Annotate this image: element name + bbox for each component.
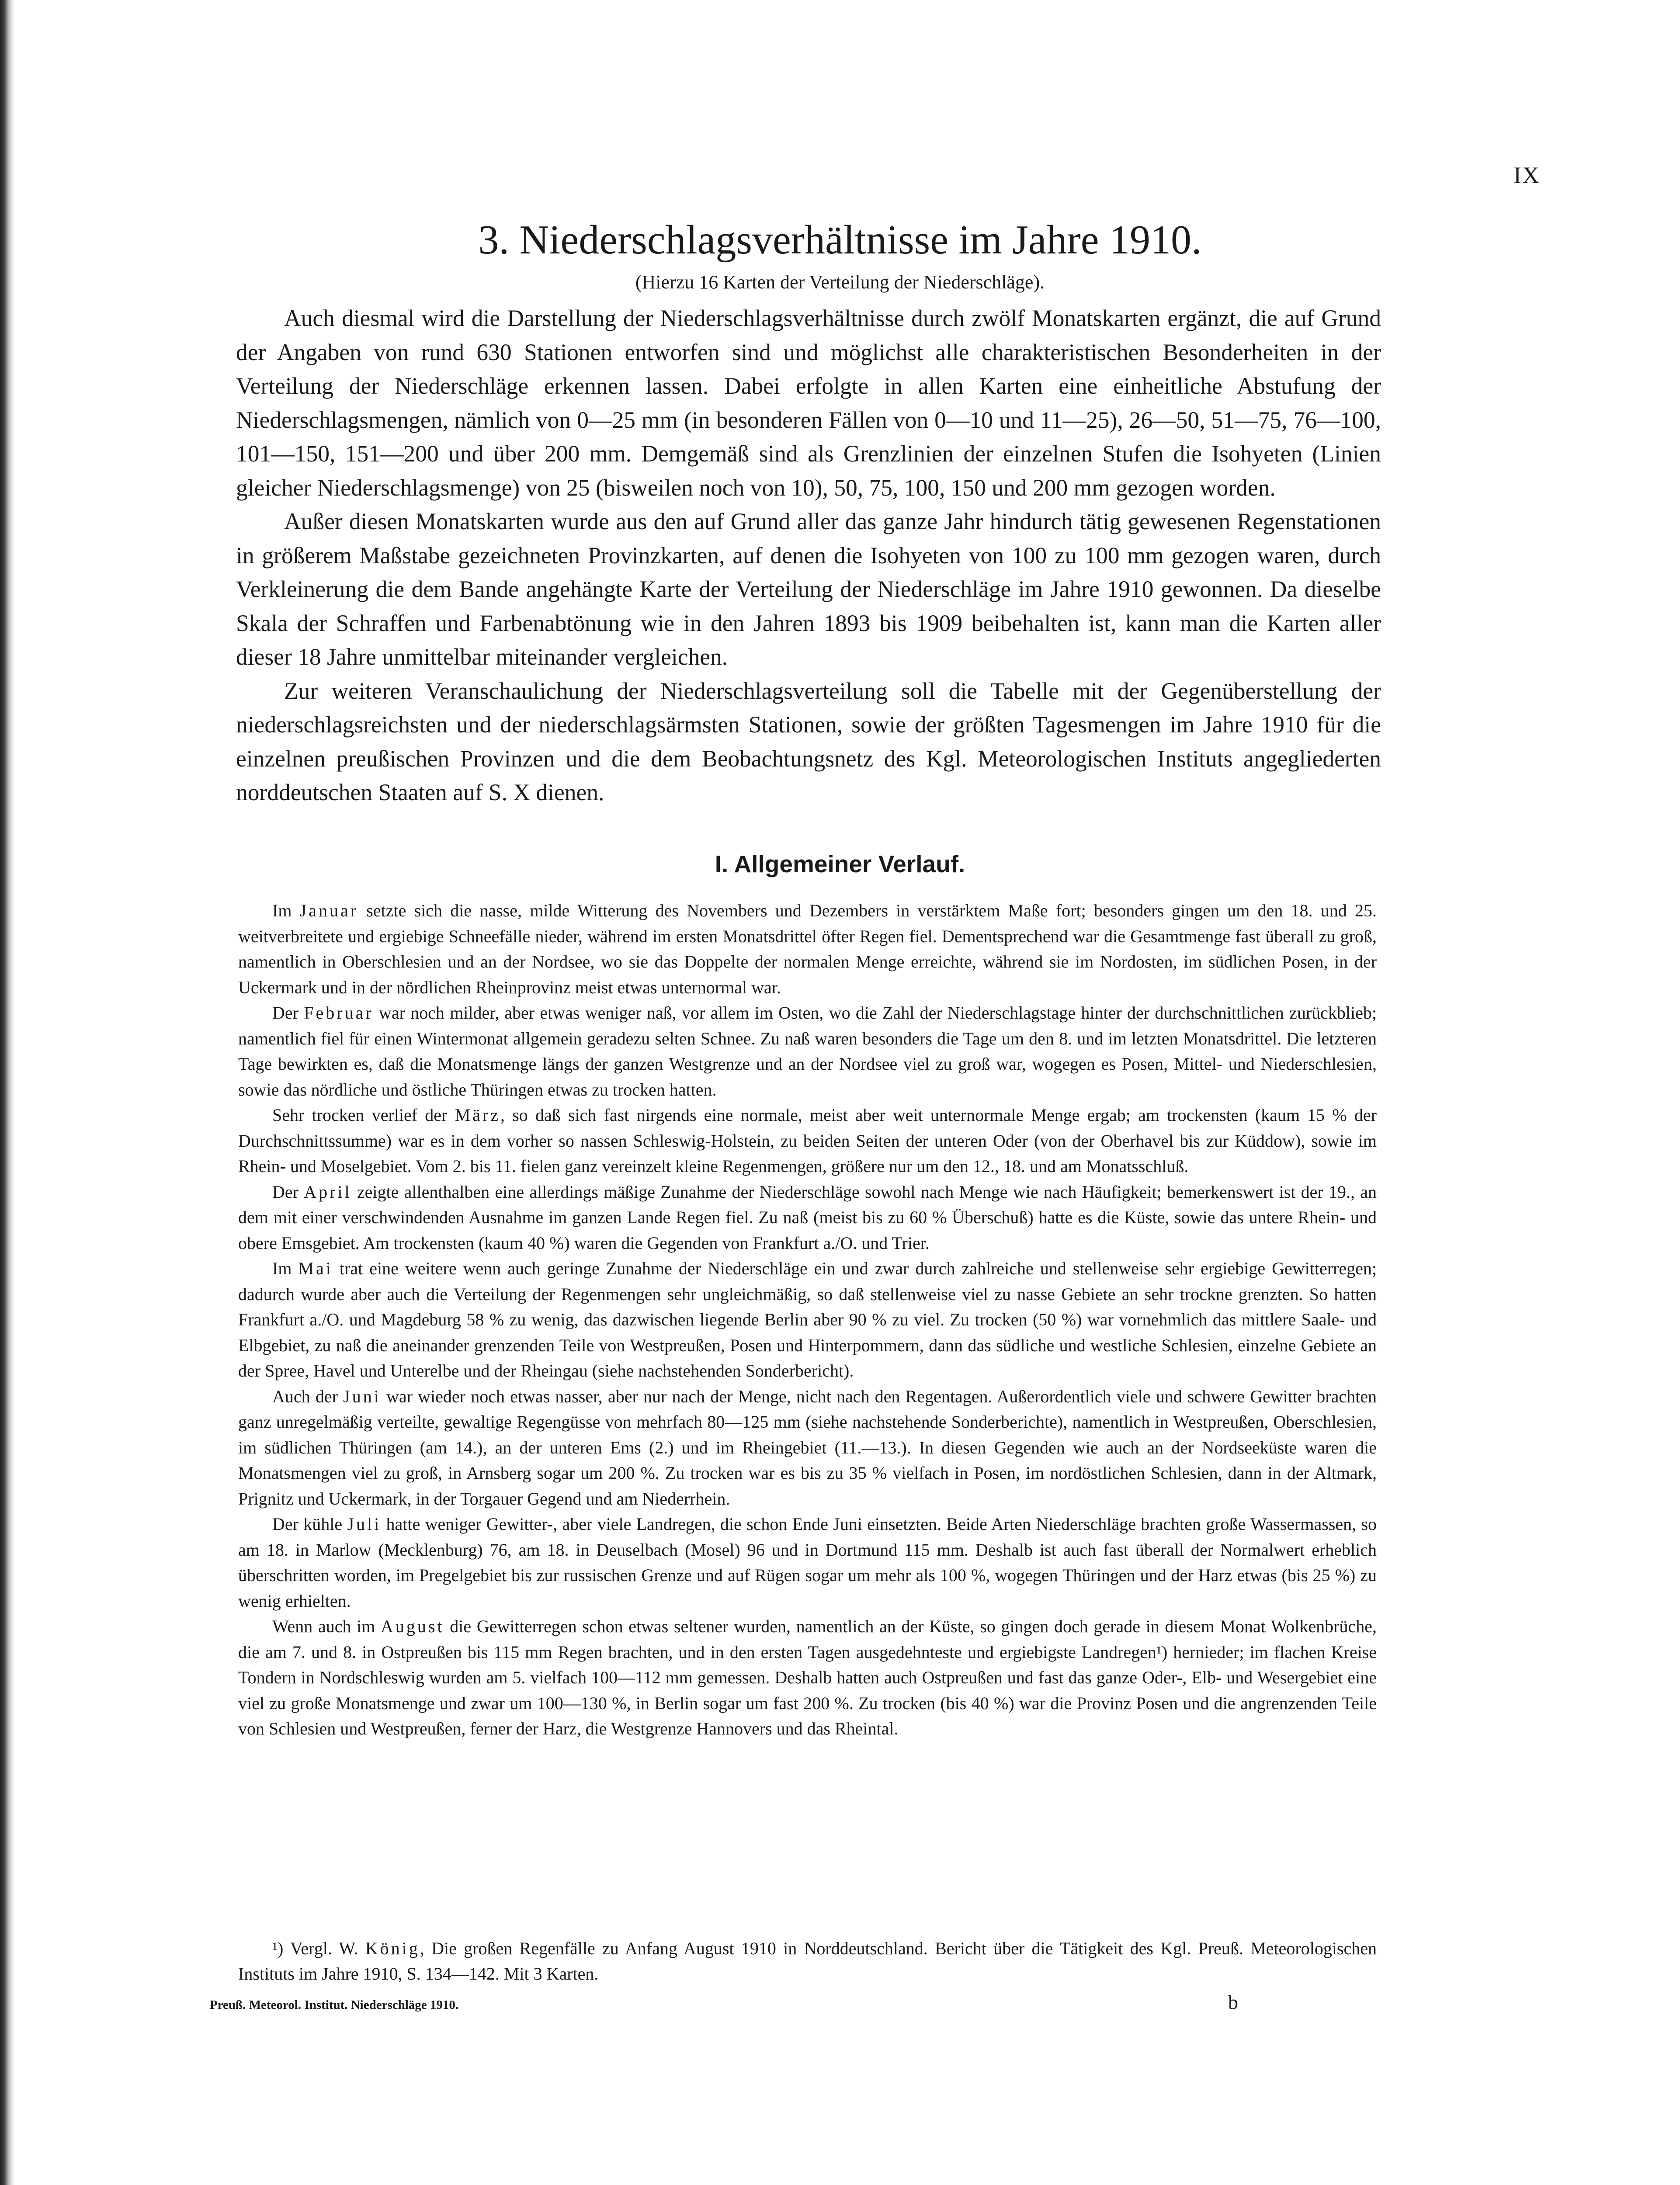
section-heading: I. Allgemeiner Verlauf.: [715, 850, 965, 877]
paragraph-text: setzte sich die nasse, milde Witterung des Novembers und Dezembers in verstärktem Maße fort; besonders gingen um den 18. und 25. weitverbreitete und ergiebige Schneefälle nieder, während im ersten Monatsdrittel öfter Regen fiel. Dementsprechend war die Gesamtmenge fast überall zu groß, namentlich in Oberschlesien und an der Nordsee, wo sie das Doppelte der normalen Menge erreichte, während sie im Nordosten, im südlichen Posen, in der Uckermark und in der nördlichen Rheinprovinz meist etwas unternormal war.: [238, 901, 1377, 997]
month-paragraph-august: [238, 1614, 1377, 1742]
paragraph-text: zeigte allenthalben eine allerdings mäßige Zunahme der Niederschläge sowohl nach Menge wie nach Häufigkeit; bemerkenswert ist der 19., an dem mit einer verschwindenden Ausnahme im ganzen Lande Regen fiel. Zu naß (meist bis zu 60 % Überschuß) hatte es die Küste, sowie das untere Rhein- und obere Emsgebiet. Am trockensten (kaum 40 %) waren die Gegenden von Frankfurt a./O. und Trier.: [238, 1182, 1377, 1253]
monthly-summary: [238, 898, 1377, 1742]
intro-paragraph: Auch diesmal wird die Darstellung der Niederschlagsverhältnisse durch zwölf Monatskarten ergänzt, die auf Grund der Angaben von rund 630 Stationen entworfen sind und möglichst alle charakteristischen Besonderheiten in der Verteilung der Niederschläge erkennen lassen. Dabei erfolgte in allen Karten eine einheitliche Abstufung der Niederschlagsmengen, nämlich von 0—25 mm (in besonderen Fällen von 0—10 und 11—25), 26—50, 51—75, 76—100, 101—150, 151—200 und über 200 mm. Demgemäß sind als Grenzlinien der einzelnen Stufen die Isohyeten (Linien gleicher Niederschlagsmenge) von 25 (bisweilen noch von 10), 50, 75, 100, 150 und 200 mm gezogen worden.: [236, 305, 1381, 501]
footnote-text: , Die großen Regenfälle zu Anfang August 1910 in Norddeutschland. Bericht über die Tätigkeit des Kgl. Preuß. Meteorologischen Instituts im Jahre 1910, S. 134—142. Mit 3 Karten.: [238, 1939, 1377, 1984]
paragraph-text: die Gewitterregen schon etwas seltener wurden, namentlich an der Küste, so gingen doch gerade in diesem Monat Wolkenbrüche, die am 7. und 8. in Ostpreußen bis 115 mm Regen brachten, und in den ersten Tagen ausgedehnteste und ergiebigste Landregen¹) hernieder; im flachen Kreise Tondern in Nordschleswig wurden am 5. vielfach 100—112 mm gemessen. Deshalb hatten auch Ostpreußen und fast das ganze Oder-, Elb- und Wesergebiet eine viel zu große Monatsmenge und zwar um 100—130 %, in Berlin sogar um fast 200 %. Zu trocken (bis 40 %) war die Provinz Posen und die angrenzenden Teile von Schlesien und Westpreußen, ferner der Harz, die Westgrenze Hannovers und das Rheintal.: [238, 1616, 1377, 1738]
signature-mark: b: [1228, 1991, 1238, 2013]
footnote-paragraph: [238, 1936, 1377, 1987]
month-name: April: [304, 1182, 352, 1202]
month-name: März: [455, 1105, 500, 1125]
month-name: Juni: [343, 1386, 381, 1406]
paragraph-prefix: Auch der: [272, 1386, 344, 1406]
paragraph-text: trat eine weitere wenn auch geringe Zunahme der Niederschläge ein und zwar durch zahlreiche und stellenweise sehr ergiebige Gewitterregen; dadurch wurde aber auch die Verteilung der Regenmengen sehr ungleichmäßig, so daß stellenweise viel zu nasse Gebiete an sehr trockne grenzten. So hatten Frankfurt a./O. und Magdeburg 58 % zu wenig, das dazwischen liegende Berlin aber 90 % zu viel. Zu trocken (50 %) war vornehmlich das mittlere Saale- und Elbgebiet, zu naß die aneinander grenzenden Teile von Westpreußen, Posen und Hinterpommern, dann das südliche und westliche Schlesien, einzelne Gebiete an der Spree, Havel und Unterelbe und der Rheingau (siehe nachstehenden Sonderbericht).: [238, 1259, 1377, 1380]
paragraph-prefix: Der kühle: [272, 1514, 347, 1534]
paragraph-text: war noch milder, aber etwas weniger naß, vor allem im Osten, wo die Zahl der Niederschlagstage hinter der durchschnittlichen zurückblieb; namentlich fiel für einen Wintermonat allgemein geradezu selten Schnee. Zu naß waren besonders die Tage um den 8. und im letzten Monatsdrittel. Die letzteren Tage bewirkten es, daß die Monatsmenge längs der ganzen Westgrenze und an der Nordsee viel zu groß war, wogegen es Posen, Mittel- und Niederschlesien, sowie das nördliche und östliche Thüringen etwas zu trocken hatten.: [238, 1003, 1377, 1099]
imprint-line: Preuß. Meteorol. Institut. Niederschläge 1910.: [210, 1998, 459, 2012]
month-paragraph-januar: [238, 898, 1377, 1000]
month-name: Mai: [298, 1259, 333, 1278]
footnote-author: König: [365, 1939, 420, 1958]
month-name: Februar: [304, 1003, 374, 1023]
intro-paragraph: Zur weiteren Veranschaulichung der Niederschlagsverteilung soll die Tabelle mit der Gegenüberstellung der niederschlagsreichsten und der niederschlagsärmsten Stationen, sowie der größten Tagesmengen im Jahre 1910 für die einzelnen preußischen Provinzen und die dem Beobachtungsnetz des Kgl. Meteorologischen Instituts angegliederten norddeutschen Staaten auf S. X dienen.: [236, 677, 1381, 805]
month-paragraph-maerz: [238, 1103, 1377, 1179]
month-name: Juli: [347, 1514, 382, 1534]
month-paragraph-juni: [238, 1384, 1377, 1512]
page-number: IX: [1513, 162, 1540, 188]
paragraph-prefix: Sehr trocken verlief der: [272, 1105, 455, 1125]
paragraph-prefix: Im: [272, 901, 300, 920]
paragraph-prefix: Im: [272, 1259, 299, 1278]
page-subtitle: (Hierzu 16 Karten der Verteilung der Niederschläge).: [635, 271, 1045, 293]
intro-paragraph: Außer diesen Monatskarten wurde aus den auf Grund aller das ganze Jahr hindurch tätig gewesenen Regenstationen in größerem Maßstabe gezeichneten Provinzkarten, auf denen die Isohyeten von 100 zu 100 mm gezogen waren, durch Verkleinerung die dem Bande angehängte Karte der Verteilung der Niederschläge im Jahre 1910 gewonnen. Da dieselbe Skala der Schraffen und Farbenabtönung wie in den Jahren 1893 bis 1909 beibehalten ist, kann man die Karten aller dieser 18 Jahre unmittelbar miteinander vergleichen.: [236, 508, 1381, 670]
paragraph-text: , so daß sich fast nirgends eine normale, meist aber weit unternormale Menge ergab; am trockensten (kaum 15 % der Durchschnittssumme) war es in dem vorher so nassen Schleswig-Holstein, zu beiden Seiten der unteren Oder (von der Oberhavel bis zur Küddow), sowie im Rhein- und Moselgebiet. Vom 2. bis 11. fielen ganz vereinzelt kleine Regenmengen, größere nur um den 12., 18. und am Monatsschluß.: [238, 1105, 1377, 1176]
month-name: Januar: [299, 901, 359, 920]
month-paragraph-april: [238, 1179, 1377, 1256]
footnote-prefix: ¹) Vergl. W.: [272, 1939, 365, 1958]
month-paragraph-juli: [238, 1512, 1377, 1614]
month-paragraph-februar: [238, 1000, 1377, 1103]
paragraph-text: hatte weniger Gewitter-, aber viele Landregen, die schon Ende Juni einsetzten. Beide Arten Niederschläge brachten große Wassermassen, so am 18. in Marlow (Mecklenburg) 76, am 18. in Deuselbach (Mosel) 96 und in Dortmund 115 mm. Deshalb ist auch fast überall der Normalwert erheblich überschritten worden, im Pregelgebiet bis zur russischen Grenze und auf Rügen sogar um mehr als 100 %, wogegen Thüringen und der Harz etwas (bis 25 %) zu wenig erhielten.: [238, 1514, 1377, 1611]
paragraph-prefix: Der: [272, 1003, 304, 1023]
paragraph-prefix: Der: [272, 1182, 304, 1202]
paragraph-prefix: Wenn auch im: [272, 1616, 381, 1636]
footnote: [238, 1936, 1377, 1987]
month-paragraph-mai: [238, 1256, 1377, 1384]
page-title: 3. Niederschlagsverhältnisse im Jahre 1910.: [478, 217, 1202, 263]
paragraph-text: war wieder noch etwas nasser, aber nur nach der Menge, nicht nach den Regentagen. Außerordentlich viele und schwere Gewitter brachten ganz unregelmäßig verteilte, gewaltige Regengüsse von mehrfach 80—125 mm (siehe nachstehende Sonderberichte), namentlich in Westpreußen, Oberschlesien, im südlichen Thüringen (am 14.), an der unteren Ems (2.) und im Rheingebiet (11.—13.). In diesen Gegenden wie auch an der Nordseeküste waren die Monatsmengen viel zu groß, in Arnsberg sogar um 200 %. Zu trocken war es bis zu 35 % vielfach in Posen, im nordöstlichen Schlesien, dann in der Altmark, Prignitz und Uckermark, in der Torgauer Gegend und am Niederrhein.: [238, 1386, 1377, 1509]
scan-edge: [0, 0, 15, 2185]
intro-section: [236, 302, 1381, 810]
month-name: August: [381, 1616, 444, 1636]
